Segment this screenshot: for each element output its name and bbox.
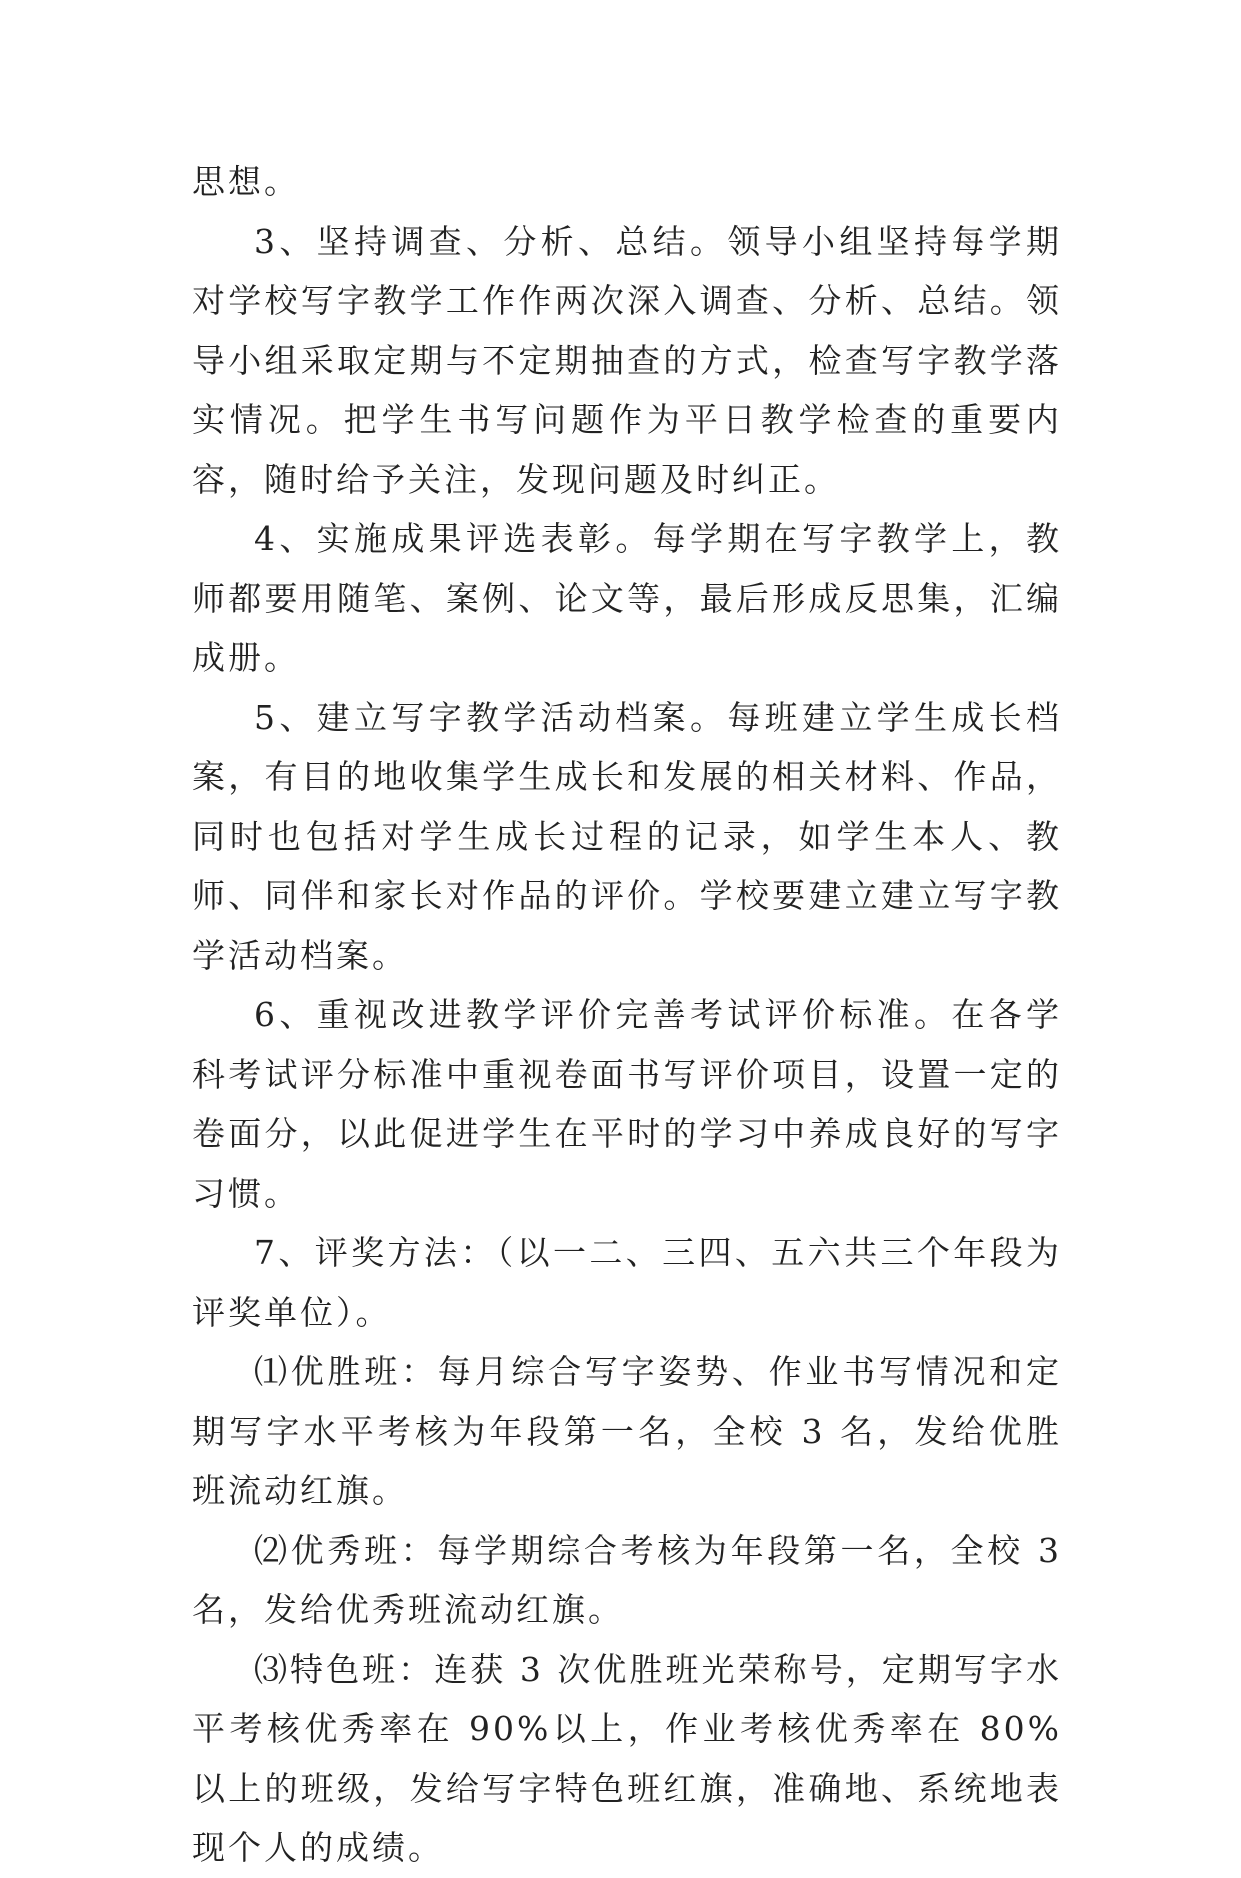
paragraph-item-6: 6、重视改进教学评价完善考试评价标准。在各学科考试评分标准中重视卷面书写评价项目，设置一定的卷面分，以此促进学生在平时的学习中养成良好的写字习惯。 [192, 995, 1062, 1213]
paragraph-item-4: 4、实施成果评选表彰。每学期在写字教学上，教师都要用随笔、案例、论文等，最后形成反思集，汇编成册。 [192, 519, 1062, 677]
paragraph-continuation: 思想。 [192, 162, 300, 201]
document-body [192, 152, 1062, 1878]
paragraph-subitem-3: ⑶特色班：连获 3 次优胜班光荣称号，定期写字水平考核优秀率在 90%以上，作业考核优秀率在 80%以上的班级，发给写字特色班红旗，准确地、系统地表现个人的成绩。 [192, 1649, 1062, 1867]
paragraph-subitem-2: ⑵优秀班：每学期综合考核为年段第一名，全校 3 名，发给优秀班流动红旗。 [192, 1530, 1062, 1629]
paragraph-item-5: 5、建立写字教学活动档案。每班建立学生成长档案，有目的地收集学生成长和发展的相关材料、作品，同时也包括对学生成长过程的记录，如学生本人、教师、同伴和家长对作品的评价。学校要建立建立写字教学活动档案。 [192, 697, 1062, 975]
paragraph-item-7: 7、评奖方法：（以一二、三四、五六共三个年段为评奖单位）。 [192, 1233, 1062, 1332]
paragraph-item-3: 3、坚持调查、分析、总结。领导小组坚持每学期对学校写字教学工作作两次深入调查、分析、总结。领导小组采取定期与不定期抽查的方式，检查写字教学落实情况。把学生书写问题作为平日教学检查的重要内容，随时给予关注，发现问题及时纠正。 [192, 221, 1062, 499]
paragraph-subitem-1: ⑴优胜班：每月综合写字姿势、作业书写情况和定期写字水平考核为年段第一名，全校 3 名，发给优胜班流动红旗。 [192, 1352, 1062, 1510]
